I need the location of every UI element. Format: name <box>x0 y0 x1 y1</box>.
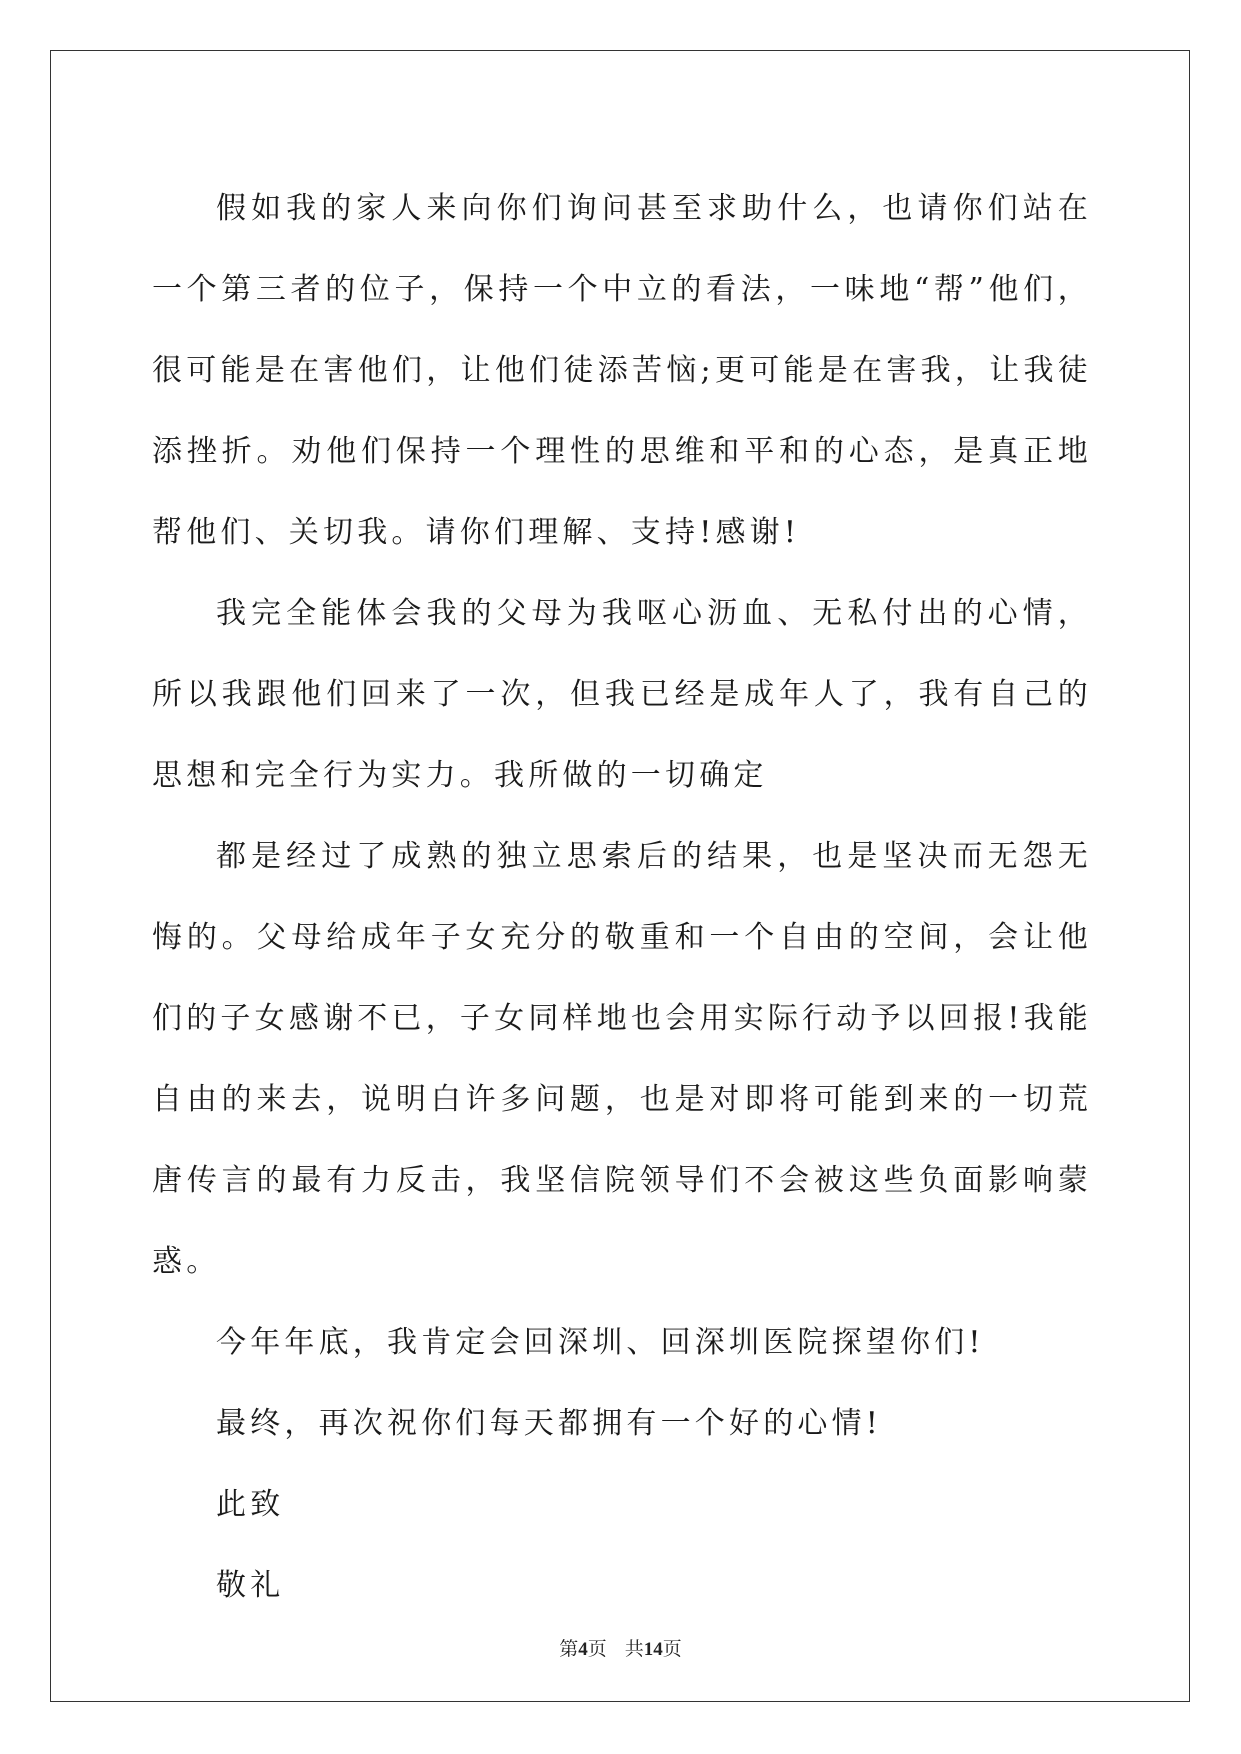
footer-total-suffix: 页 <box>662 1638 682 1660</box>
footer-page-suffix: 页 <box>587 1638 607 1660</box>
current-page-number: 4 <box>578 1639 588 1660</box>
footer-prefix: 第 <box>559 1638 579 1660</box>
page-footer <box>0 1634 1241 1661</box>
document-body <box>152 168 1092 1626</box>
closing-salutation: 此致 <box>216 1487 285 1522</box>
paragraph-5: 最终，再次祝你们每天都拥有一个好的心情! <box>216 1406 883 1441</box>
paragraph-4: 今年年底，我肯定会回深圳、回深圳医院探望你们! <box>216 1325 985 1360</box>
closing-regards: 敬礼 <box>216 1568 285 1603</box>
paragraph-2: 我完全能体会我的父母为我呕心沥血、无私付出的心情，所以我跟他们回来了一次，但我已经是成年人了，我有自己的思想和完全行为实力。我所做的一切确定 <box>152 596 1092 793</box>
total-page-count: 14 <box>643 1639 663 1660</box>
paragraph-3: 都是经过了成熟的独立思索后的结果，也是坚决而无怨无悔的。父母给成年子女充分的敬重和一个自由的空间，会让他们的子女感谢不已，子女同样地也会用实际行动予以回报!我能自由的来去，说明白许多问题，也是对即将可能到来的一切荒唐传言的最有力反击，我坚信院领导们不会被这些负面影响蒙惑。 <box>152 839 1092 1279</box>
footer-total-prefix: 共 <box>624 1638 644 1660</box>
paragraph-1: 假如我的家人来向你们询问甚至求助什么，也请你们站在一个第三者的位子，保持一个中立的看法，一味地“帮”他们，很可能是在害他们，让他们徒添苦恼;更可能是在害我，让我徒添挫折。劝他们保持一个理性的思维和平和的心态，是真正地帮他们、关切我。请你们理解、支持!感谢! <box>152 191 1092 550</box>
